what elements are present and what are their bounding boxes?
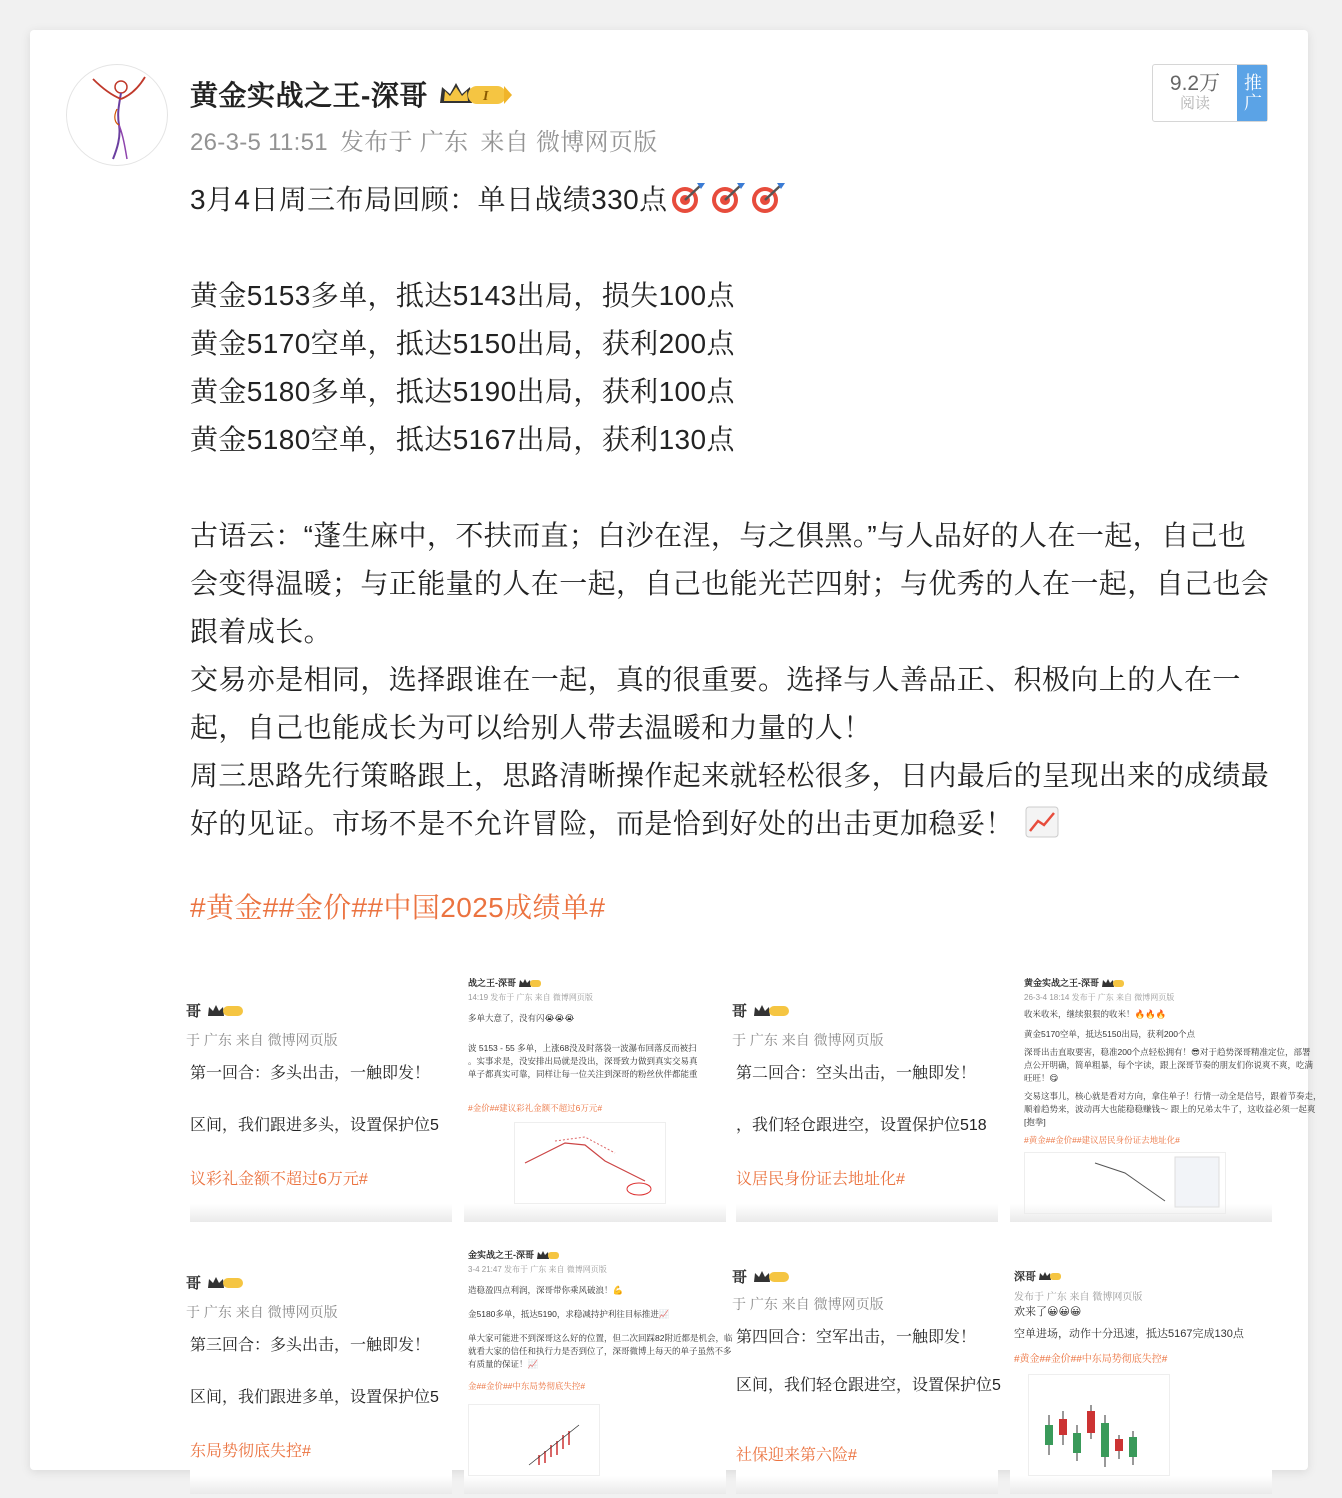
thumb-hashtag: 议彩礼金额不超过6万元#: [190, 1171, 368, 1188]
image-thumbnail[interactable]: [1010, 1234, 1272, 1494]
thumb-username: 深哥: [1014, 1271, 1036, 1283]
thumb-text: 第一回合：多头出击，一触即发！: [190, 1065, 431, 1082]
avatar[interactable]: [66, 64, 168, 166]
read-count-box[interactable]: [1152, 64, 1268, 122]
direct-hit-emoji-icon: [667, 181, 707, 215]
trade-line: 黄金5170空单，抵达5150出局，获利200点: [190, 328, 735, 359]
post-source: 来自 微博网页版: [480, 129, 658, 156]
thumb-meta: 于 广东 来自 微博网页版: [732, 1032, 884, 1048]
image-thumbnail[interactable]: [732, 962, 998, 1222]
crown-badge-icon: [207, 1275, 247, 1291]
crown-badge-icon: [537, 1250, 561, 1260]
trade-line: 黄金5153多单，抵达5143出局，损失100点: [190, 280, 735, 311]
thumb-username: 金实战之王-深哥: [468, 1250, 534, 1260]
read-count: [1153, 65, 1237, 121]
thumb-text: 单子都真实可靠，同样让每一位关注到深哥的粉丝伙伴都能重: [468, 1069, 698, 1079]
thumb-hashtag: 议居民身份证去地址化#: [736, 1171, 905, 1188]
thumb-text: 第二回合：空头出击，一触即发！: [736, 1065, 977, 1082]
crown-badge-icon: [207, 1003, 247, 1019]
crown-badge-icon[interactable]: [438, 79, 514, 109]
chart-increasing-emoji-icon: [1022, 805, 1062, 839]
crown-badge-icon: [1039, 1271, 1063, 1281]
thumb-text: 金5180多单，抵达5190，求稳减持护利往目标推进📈: [468, 1309, 670, 1319]
mini-chart-image: [514, 1122, 666, 1204]
thumb-username: 哥: [186, 1003, 202, 1020]
thumb-text: 第三回合：多头出击，一触即发！: [190, 1337, 431, 1354]
mini-chart-image: [468, 1404, 600, 1476]
thumb-meta: 26-3-4 18:14 发布于 广东 来自 微博网页版: [1024, 993, 1175, 1002]
crown-badge-icon: [753, 1003, 793, 1019]
thumb-text: 旺旺！😋: [1024, 1073, 1059, 1083]
thumb-text: 。实事求是，没安排出局就是没出，深哥致力做到真实交易真: [468, 1056, 698, 1066]
post-location: 发布于 广东: [339, 129, 469, 156]
thumb-hashtag: #金价##建议彩礼金额不超过6万元#: [468, 1103, 603, 1113]
thumb-username: 哥: [186, 1275, 202, 1292]
image-thumbnail[interactable]: [464, 962, 726, 1222]
thumb-text: 区间，我们跟进多单，设置保护位5: [190, 1389, 439, 1406]
read-count-label: 阅读: [1179, 95, 1210, 112]
thumb-text: 黄金5170空单，抵达5150出局，获利200个点: [1024, 1029, 1196, 1039]
trade-line: 黄金5180空单，抵达5167出局，获利130点: [190, 424, 735, 455]
thumb-meta: 于 广东 来自 微博网页版: [732, 1296, 884, 1312]
thumb-hashtag: #黄金##金价##中东局势彻底失控#: [1014, 1354, 1168, 1365]
image-thumbnail[interactable]: [1010, 962, 1322, 1222]
crown-badge-icon: [753, 1269, 793, 1285]
promote-button[interactable]: [1237, 65, 1267, 121]
thumb-text: 顺着趋势来，波动再大也能稳稳赚钱～ 跟上的兄弟太牛了，这收益必须一起爽: [1024, 1104, 1316, 1114]
thumb-text: 第四回合：空军出击，一触即发！: [736, 1329, 977, 1346]
thumb-text: 点公开明确，简单粗暴，每个字读，跟上深哥节奏的朋友们你说爽不爽，吃满: [1024, 1060, 1314, 1070]
thumb-text: [抱拳]: [1024, 1117, 1046, 1127]
thumb-text: 交易这事儿，核心就是看对方向，拿住单子！行情一动全是信号，跟着节奏走，: [1024, 1091, 1322, 1101]
post-meta: [190, 122, 657, 157]
promote-label: 推广: [1242, 73, 1262, 113]
thumb-hashtag: 金##金价##中东局势彻底失控#: [468, 1381, 586, 1391]
hashtags-link[interactable]: #黄金##金价##中国2025成绩单#: [190, 892, 606, 923]
thumb-meta: 于 广东 来自 微博网页版: [186, 1304, 338, 1320]
thumb-text: 单大家可能进不到深哥这么好的位置，但二次回踩82附近都是机会，临: [468, 1333, 733, 1343]
paragraph: 古语云：“蓬生麻中，不扶而直；白沙在涅，与之俱黑。”与人品好的人在一起，自己也会变得温暖；与正能量的人在一起，自己也能光芒四射；与优秀的人在一起，自己也会跟着成长。: [190, 520, 1270, 647]
read-count-number: 9.2万: [1169, 72, 1221, 95]
dancer-avatar-icon: [67, 65, 167, 165]
thumb-text: 深哥出击直取要害，稳准200个点轻松拥有！😎对于趋势深哥精准定位，部署: [1024, 1047, 1311, 1057]
image-thumbnail[interactable]: [464, 1234, 733, 1494]
thumb-username: 哥: [732, 1003, 748, 1020]
thumb-meta: 3-4 21:47 发布于 广东 来自 微博网页版: [468, 1265, 607, 1274]
thumb-text: 空单进场，动作十分迅速，抵达5167完成130点: [1014, 1328, 1244, 1340]
headline-text: 3月4日周三布局回顾：单日战绩330点: [190, 184, 668, 215]
thumb-hashtag: 东局势彻底失控#: [190, 1443, 311, 1460]
thumb-meta: 发布于 广东 来自 微博网页版: [1014, 1292, 1143, 1303]
thumb-text: 区间，我们轻仓跟进空，设置保护位5: [736, 1377, 1001, 1394]
direct-hit-emoji-icon: [747, 181, 787, 215]
thumb-text: 有质量的保证！📈: [468, 1359, 539, 1369]
thumb-meta: 于 广东 来自 微博网页版: [186, 1032, 338, 1048]
mini-chart-image: [1028, 1374, 1170, 1476]
direct-hit-emoji-icon: [707, 181, 747, 215]
thumb-text: ，我们轻仓跟进空，设置保护位518: [736, 1117, 987, 1134]
paragraph: 交易亦是相同，选择跟谁在一起，真的很重要。选择与人善品正、积极向上的人在一起，自己也能成长为可以给别人带去温暖和力量的人！: [190, 664, 1241, 743]
thumb-meta: 14:19 发布于 广东 来自 微博网页版: [468, 993, 593, 1002]
thumb-username: 哥: [732, 1269, 748, 1286]
image-thumbnail[interactable]: [186, 962, 452, 1222]
username[interactable]: [190, 74, 514, 114]
image-grid: [186, 962, 1322, 1470]
thumb-hashtag: #黄金##金价##建议居民身份证去地址化#: [1024, 1135, 1180, 1145]
thumb-text: 造稳盈四点利润，深哥带你乘风破浪！💪: [468, 1285, 624, 1295]
weibo-post-card: [30, 30, 1322, 1470]
thumb-text: 多单大意了，没有闪😭😭😭: [468, 1013, 575, 1023]
thumb-text: 收米收米，继续狠狠的收米！🔥🔥🔥: [1024, 1009, 1167, 1019]
thumb-username: 战之王-深哥: [468, 978, 516, 988]
thumb-text: 欢来了😀😀😀: [1014, 1306, 1082, 1318]
image-thumbnail[interactable]: [732, 1234, 1001, 1494]
thumb-hashtag: 社保迎来第六险#: [736, 1447, 857, 1464]
post-content: [190, 176, 1270, 932]
thumb-text: 波 5153 - 55 多单，上涨68没及时落袋一波瀑布回落反而被扫: [468, 1043, 697, 1053]
post-time[interactable]: 26-3-5 11:51: [190, 129, 328, 156]
post-headline: [190, 176, 1270, 224]
paragraph: [190, 752, 1270, 848]
image-thumbnail[interactable]: [186, 1234, 452, 1494]
crown-badge-icon: [519, 978, 543, 988]
username-text[interactable]: 黄金实战之王-深哥: [190, 80, 428, 111]
thumb-text: 就看大家的信任和执行力是否到位了，深哥微博上每天的单子虽然不多: [468, 1346, 732, 1356]
thumb-text: 区间，我们跟进多头，设置保护位5: [190, 1117, 439, 1134]
thumb-username: 黄金实战之王-深哥: [1024, 978, 1099, 988]
crown-badge-icon: [1102, 978, 1126, 988]
paragraph-text: 周三思路先行策略跟上，思路清晰操作起来就轻松很多，日内最后的呈现出来的成绩最好的见证。市场不是不允许冒险，而是恰到好处的出击更加稳妥！: [190, 760, 1270, 839]
svg-text:I: I: [482, 89, 489, 104]
trade-line: 黄金5180多单，抵达5190出局，获利100点: [190, 376, 735, 407]
